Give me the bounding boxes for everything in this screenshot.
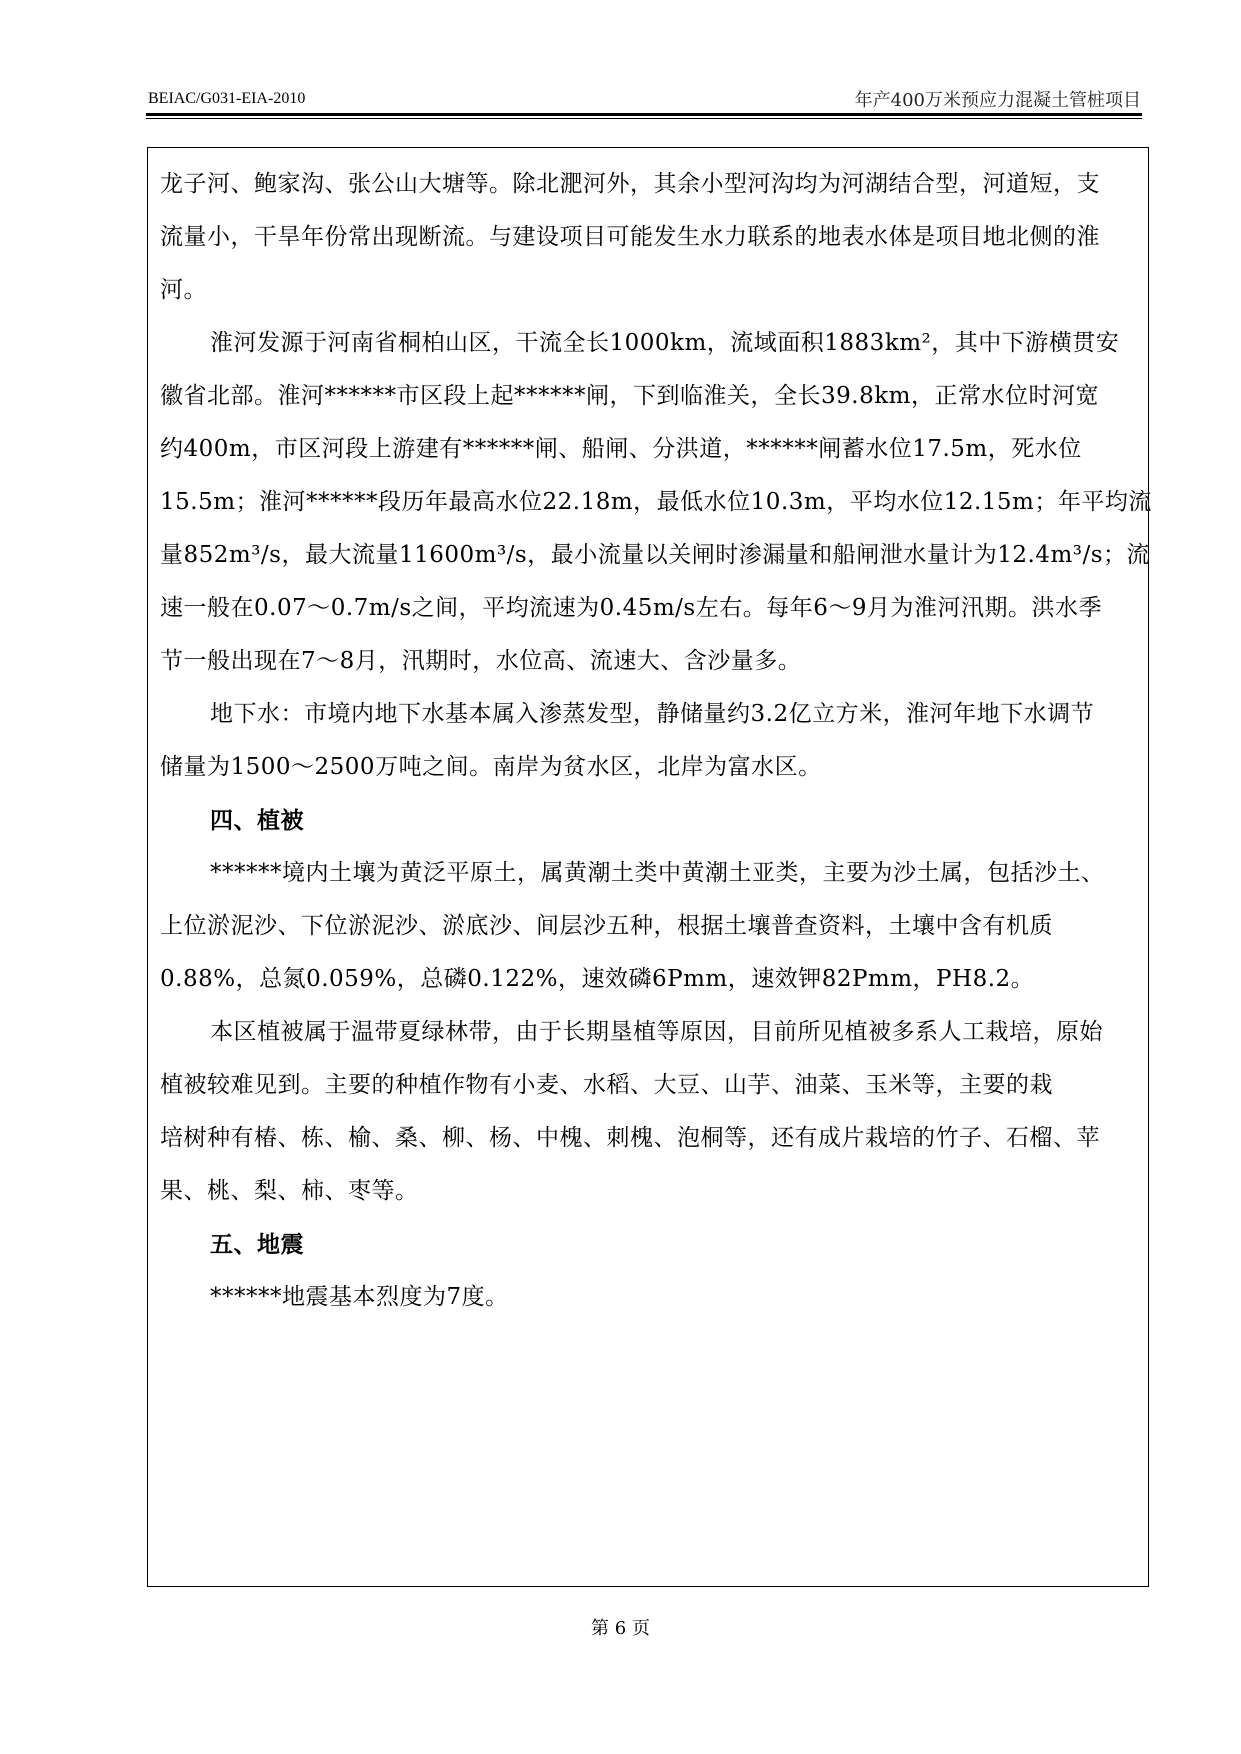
text-line: 量852m³/s，最大流量11600m³/s，最小流量以关闸时渗漏量和船闸泄水量计为12.4m³/s；流 bbox=[160, 542, 1151, 568]
text-line: 淮河发源于河南省桐柏山区，干流全长1000km，流域面积1883km²，其中下游横贯安 bbox=[210, 330, 1120, 356]
header-rule bbox=[146, 113, 1142, 116]
text-line: 徽省北部。淮河******市区段上起******闸，下到临淮关，全长39.8km，正常水位时河宽 bbox=[160, 383, 1099, 409]
text-line: 果、桃、梨、柿、枣等。 bbox=[160, 1178, 419, 1204]
text-line: 速一般在0.07～0.7m/s之间，平均流速为0.45m/s左右。每年6～9月为淮河汛期。洪水季 bbox=[160, 595, 1102, 621]
document-code: BEIAC/G031-EIA-2010 bbox=[148, 90, 306, 107]
text-line: 龙子河、鲍家沟、张公山大塘等。除北淝河外，其余小型河沟均为河湖结合型，河道短，支 bbox=[160, 171, 1100, 197]
text-line: 培树种有椿、栋、榆、桑、柳、杨、中槐、刺槐、泡桐等，还有成片栽培的竹子、石榴、苹 bbox=[160, 1125, 1100, 1151]
text-line: 地下水：市境内地下水基本属入渗蒸发型，静储量约3.2亿立方米，淮河年地下水调节 bbox=[210, 701, 1095, 727]
text-line: 上位淤泥沙、下位淤泥沙、淤底沙、间层沙五种，根据土壤普查资料，土壤中含有机质 bbox=[160, 913, 1053, 939]
text-line: 流量小，干旱年份常出现断流。与建设项目可能发生水力联系的地表水体是项目地北侧的淮 bbox=[160, 224, 1100, 250]
section-heading-vegetation: 四、植被 bbox=[210, 807, 304, 834]
text-line: 约400m，市区河段上游建有******闸、船闸、分洪道，******闸蓄水位17.5m，死水位 bbox=[160, 436, 1082, 462]
project-title: 年产400万米预应力混凝土管桩项目 bbox=[854, 90, 1141, 111]
text-line: 储量为1500～2500万吨之间。南岸为贫水区，北岸为富水区。 bbox=[160, 754, 822, 780]
text-line: 节一般出现在7～8月，汛期时，水位高、流速大、含沙量多。 bbox=[160, 648, 802, 674]
text-line: 植被较难见到。主要的种植作物有小麦、水稻、大豆、山芋、油菜、玉米等，主要的栽 bbox=[160, 1072, 1053, 1098]
text-line: ******境内土壤为黄泛平原土，属黄潮土类中黄潮土亚类，主要为沙土属，包括沙土、 bbox=[210, 860, 1105, 886]
page-number: 第 6 页 bbox=[591, 1618, 650, 1639]
text-line: 本区植被属于温带夏绿林带，由于长期垦植等原因，目前所见植被多系人工栽培，原始 bbox=[210, 1019, 1103, 1045]
header-rule-thin bbox=[146, 118, 1142, 119]
section-heading-earthquake: 五、地震 bbox=[210, 1231, 304, 1258]
text-line: 15.5m；淮河******段历年最高水位22.18m，最低水位10.3m，平均水位12.15m；年平均流 bbox=[160, 489, 1152, 515]
text-line: 河。 bbox=[160, 277, 207, 303]
text-line: ******地震基本烈度为7度。 bbox=[210, 1284, 509, 1310]
text-line: 0.88%，总氮0.059%，总磷0.122%，速效磷6Pmm，速效钾82Pmm，PH8.2。 bbox=[160, 966, 1035, 992]
body-text bbox=[160, 158, 1152, 1324]
